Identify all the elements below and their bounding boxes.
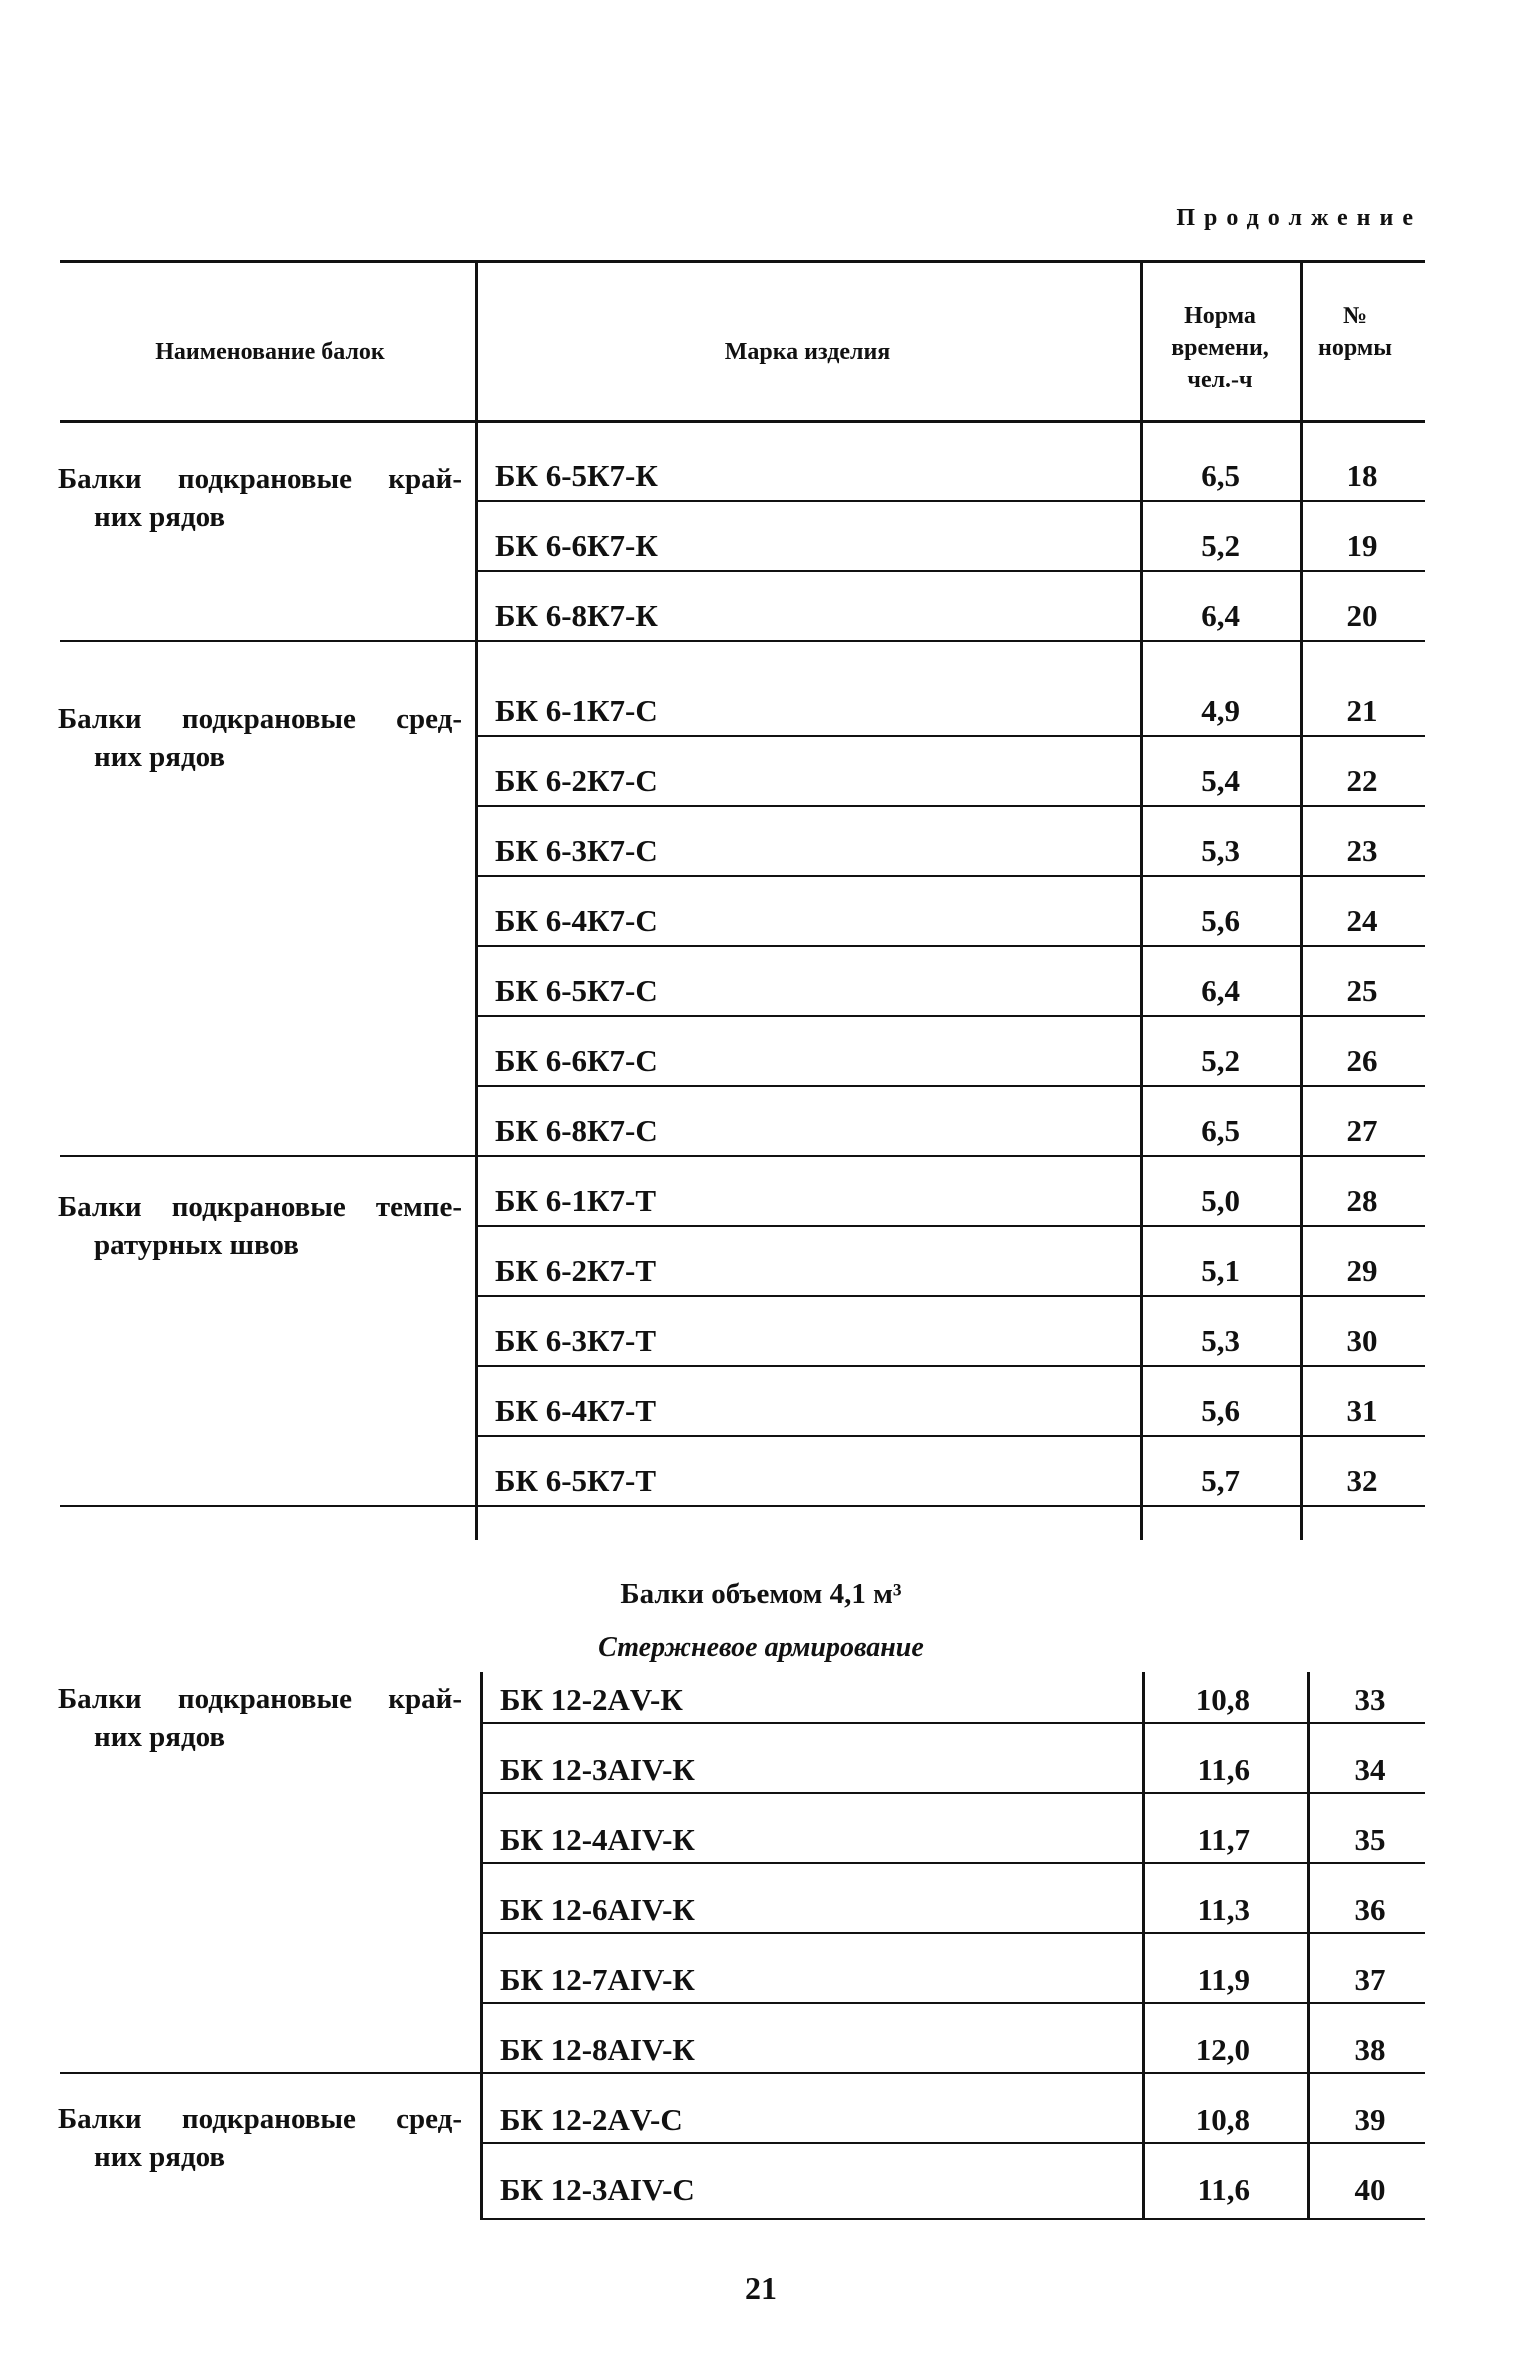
norm-number: 28 <box>1346 1183 1378 1218</box>
norm-number: 37 <box>1354 1962 1386 1997</box>
header-number-line2: нормы <box>1318 335 1392 361</box>
product-code: БК 6-5К7-К <box>495 458 658 493</box>
norm-number: 36 <box>1354 1892 1386 1927</box>
product-code: БК 12-3АIV-К <box>500 1752 695 1787</box>
row-divider <box>480 1722 1425 1724</box>
row-divider <box>478 1435 1425 1437</box>
norm-number: 27 <box>1346 1113 1378 1148</box>
header-norm-line2: времени, <box>1171 335 1269 361</box>
row-divider <box>480 2002 1425 2004</box>
norm-number: 29 <box>1346 1253 1378 1288</box>
row-divider <box>478 1085 1425 1087</box>
header-number-line1: № <box>1342 303 1368 329</box>
continuation-label: Продолжение <box>1176 205 1422 231</box>
product-code: БК 6-4К7-С <box>495 903 658 938</box>
product-code: БК 6-4К7-Т <box>495 1393 657 1428</box>
product-code: БК 6-8К7-С <box>495 1113 658 1148</box>
time-norm: 5,3 <box>1201 1323 1240 1358</box>
header-norm-line3: чел.-ч <box>1187 367 1253 393</box>
norm-number: 22 <box>1346 763 1378 798</box>
group-name <box>58 2100 462 2176</box>
table1-col-divider <box>1300 260 1303 1540</box>
norm-number: 35 <box>1354 1822 1386 1857</box>
group-name-line1: Балки подкрановые сред- <box>58 2103 462 2135</box>
group-name <box>58 700 462 776</box>
time-norm: 6,4 <box>1201 598 1240 633</box>
time-norm: 5,3 <box>1201 833 1240 868</box>
row-divider <box>480 1862 1425 1864</box>
time-norm: 11,6 <box>1197 2172 1250 2207</box>
product-code: БК 12-3АIV-С <box>500 2172 695 2207</box>
time-norm: 5,1 <box>1201 1253 1240 1288</box>
product-code: БК 6-1К7-С <box>495 693 658 728</box>
section-subtitle: Стержневое армирование <box>598 1632 924 1663</box>
norm-number: 32 <box>1346 1463 1378 1498</box>
product-code: БК 12-6АIV-К <box>500 1892 695 1927</box>
time-norm: 5,6 <box>1201 1393 1240 1428</box>
time-norm: 5,2 <box>1201 1043 1240 1078</box>
row-divider <box>478 735 1425 737</box>
row-divider <box>478 875 1425 877</box>
group-name-line2: них рядов <box>94 2141 226 2173</box>
product-code: БК 12-2АV-С <box>500 2102 683 2137</box>
row-divider <box>60 640 1425 642</box>
norm-number: 40 <box>1354 2172 1386 2207</box>
norm-number: 34 <box>1354 1752 1386 1787</box>
header-number <box>1300 300 1410 364</box>
product-code: БК 6-2К7-С <box>495 763 658 798</box>
time-norm: 5,0 <box>1201 1183 1240 1218</box>
group-name-line2: них рядов <box>94 1721 226 1753</box>
page-number: 21 <box>745 2270 777 2306</box>
norm-number: 24 <box>1346 903 1378 938</box>
norm-number: 33 <box>1354 1682 1386 1717</box>
header-norm-line1: Норма <box>1184 303 1256 329</box>
row-divider <box>480 1932 1425 1934</box>
norm-number: 18 <box>1346 458 1378 493</box>
product-code: БК 12-8АIV-К <box>500 2032 695 2067</box>
product-code: БК 6-5К7-Т <box>495 1463 657 1498</box>
time-norm: 10,8 <box>1195 2102 1250 2137</box>
product-code: БК 12-4АIV-К <box>500 1822 695 1857</box>
norm-number: 23 <box>1346 833 1378 868</box>
table2-col-divider <box>1307 1672 1310 2220</box>
header-mark: Марка изделия <box>724 339 891 365</box>
time-norm: 5,6 <box>1201 903 1240 938</box>
table1-header-bottom <box>60 420 1425 423</box>
group-name <box>58 1680 462 1756</box>
product-code: БК 6-2К7-Т <box>495 1253 657 1288</box>
table2-col-divider <box>480 1672 483 2220</box>
time-norm: 6,5 <box>1201 1113 1240 1148</box>
product-code: БК 6-6К7-К <box>495 528 658 563</box>
group-name <box>58 1188 462 1264</box>
group-name-line1: Балки подкрановые край- <box>58 1683 462 1715</box>
row-divider <box>478 945 1425 947</box>
row-divider <box>478 1225 1425 1227</box>
time-norm: 6,5 <box>1201 458 1240 493</box>
product-code: БК 6-1К7-Т <box>495 1183 657 1218</box>
group-name-line2: них рядов <box>94 501 226 533</box>
time-norm: 12,0 <box>1195 2032 1250 2067</box>
row-divider <box>478 500 1425 502</box>
row-divider <box>478 1295 1425 1297</box>
norm-number: 20 <box>1346 598 1378 633</box>
time-norm: 11,3 <box>1197 1892 1250 1927</box>
product-code: БК 6-3К7-С <box>495 833 658 868</box>
row-divider <box>478 570 1425 572</box>
norm-number: 31 <box>1346 1393 1378 1428</box>
time-norm: 10,8 <box>1195 1682 1250 1717</box>
time-norm: 5,7 <box>1201 1463 1240 1498</box>
product-code: БК 6-6К7-С <box>495 1043 658 1078</box>
time-norm: 5,2 <box>1201 528 1240 563</box>
row-divider <box>478 1365 1425 1367</box>
row-divider <box>478 805 1425 807</box>
group-name-line1: Балки подкрановые темпе- <box>58 1191 462 1223</box>
header-name: Наименование балок <box>155 339 385 365</box>
time-norm: 4,9 <box>1201 693 1240 728</box>
norm-number: 30 <box>1346 1323 1378 1358</box>
table1-col-divider <box>475 260 478 1540</box>
product-code: БК 6-5К7-С <box>495 973 658 1008</box>
header-norm <box>1140 300 1300 396</box>
group-name-line1: Балки подкрановые край- <box>58 463 462 495</box>
row-divider <box>478 1015 1425 1017</box>
time-norm: 11,7 <box>1197 1822 1250 1857</box>
group-name-line2: них рядов <box>94 741 226 773</box>
row-divider <box>60 2072 1425 2074</box>
norm-number: 19 <box>1346 528 1378 563</box>
product-code: БК 6-3К7-Т <box>495 1323 657 1358</box>
section-title: Балки объемом 4,1 м³ <box>620 1578 902 1610</box>
product-code: БК 12-2АV-К <box>500 1682 683 1717</box>
group-name-line1: Балки подкрановые сред- <box>58 703 462 735</box>
group-name <box>58 460 462 536</box>
norm-number: 25 <box>1346 973 1378 1008</box>
time-norm: 5,4 <box>1201 763 1240 798</box>
row-divider <box>60 1505 1425 1507</box>
row-divider <box>480 2218 1425 2220</box>
norm-number: 39 <box>1354 2102 1386 2137</box>
norm-number: 26 <box>1346 1043 1378 1078</box>
time-norm: 11,9 <box>1197 1962 1250 1997</box>
row-divider <box>480 1792 1425 1794</box>
time-norm: 11,6 <box>1197 1752 1250 1787</box>
product-code: БК 12-7АIV-К <box>500 1962 695 1997</box>
norm-number: 21 <box>1346 693 1378 728</box>
table1-top-border <box>60 260 1425 263</box>
row-divider <box>480 2142 1425 2144</box>
time-norm: 6,4 <box>1201 973 1240 1008</box>
product-code: БК 6-8К7-К <box>495 598 658 633</box>
row-divider <box>60 1155 1425 1157</box>
norm-number: 38 <box>1354 2032 1386 2067</box>
group-name-line2: ратурных швов <box>94 1229 299 1261</box>
